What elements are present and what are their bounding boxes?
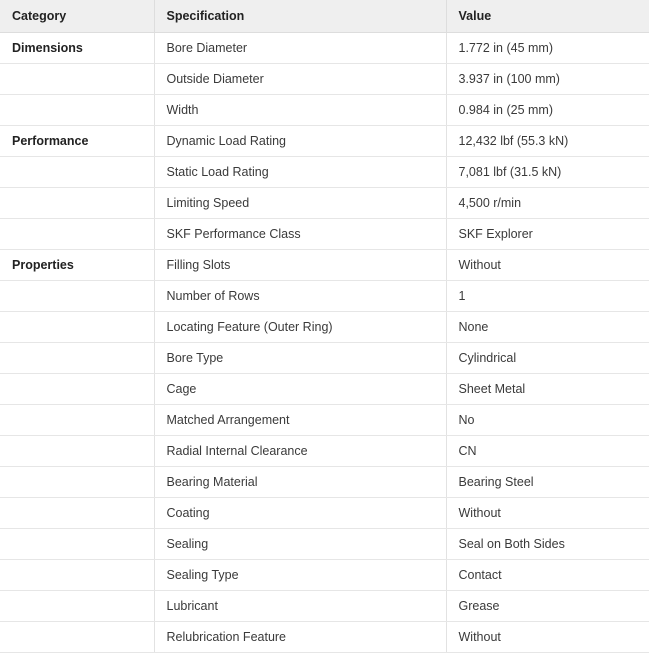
cell-value: Bearing Steel	[446, 467, 649, 498]
cell-specification: Relubrication Feature	[154, 622, 446, 653]
table-row	[0, 281, 649, 312]
cell-category	[0, 436, 154, 467]
table-row	[0, 467, 649, 498]
cell-category	[0, 281, 154, 312]
cell-value: No	[446, 405, 649, 436]
cell-category	[0, 498, 154, 529]
cell-specification: Locating Feature (Outer Ring)	[154, 312, 446, 343]
cell-value: 4,500 r/min	[446, 188, 649, 219]
table-header-row	[0, 0, 649, 33]
cell-value: Seal on Both Sides	[446, 529, 649, 560]
column-header-value: Value	[446, 0, 649, 33]
cell-category: Dimensions	[0, 33, 154, 64]
table-row	[0, 343, 649, 374]
table-row	[0, 529, 649, 560]
table-row	[0, 374, 649, 405]
cell-specification: Dynamic Load Rating	[154, 126, 446, 157]
table-row	[0, 126, 649, 157]
cell-value: None	[446, 312, 649, 343]
cell-specification: Bearing Material	[154, 467, 446, 498]
cell-category	[0, 219, 154, 250]
cell-specification: Sealing Type	[154, 560, 446, 591]
table-row	[0, 405, 649, 436]
cell-specification: Outside Diameter	[154, 64, 446, 95]
table-row	[0, 64, 649, 95]
table-row	[0, 591, 649, 622]
table-row	[0, 312, 649, 343]
cell-value: CN	[446, 436, 649, 467]
table-row	[0, 157, 649, 188]
cell-value: Without	[446, 622, 649, 653]
cell-specification: Sealing	[154, 529, 446, 560]
cell-specification: Matched Arrangement	[154, 405, 446, 436]
cell-category	[0, 64, 154, 95]
table-row	[0, 95, 649, 126]
cell-specification: Bore Diameter	[154, 33, 446, 64]
table-header	[0, 0, 649, 33]
cell-specification: Lubricant	[154, 591, 446, 622]
cell-value: Sheet Metal	[446, 374, 649, 405]
cell-specification: SKF Performance Class	[154, 219, 446, 250]
cell-value: Cylindrical	[446, 343, 649, 374]
table-row	[0, 33, 649, 64]
cell-value: Without	[446, 250, 649, 281]
cell-value: SKF Explorer	[446, 219, 649, 250]
cell-category	[0, 374, 154, 405]
cell-category	[0, 312, 154, 343]
cell-category	[0, 467, 154, 498]
cell-category: Properties	[0, 250, 154, 281]
cell-specification: Static Load Rating	[154, 157, 446, 188]
cell-value: 0.984 in (25 mm)	[446, 95, 649, 126]
table-row	[0, 436, 649, 467]
cell-specification: Width	[154, 95, 446, 126]
cell-category	[0, 95, 154, 126]
table-body	[0, 33, 649, 653]
cell-category: Performance	[0, 126, 154, 157]
cell-value: 3.937 in (100 mm)	[446, 64, 649, 95]
cell-value: 1	[446, 281, 649, 312]
table-row	[0, 622, 649, 653]
cell-category	[0, 405, 154, 436]
cell-value: 7,081 lbf (31.5 kN)	[446, 157, 649, 188]
cell-specification: Bore Type	[154, 343, 446, 374]
cell-specification: Cage	[154, 374, 446, 405]
cell-value: 1.772 in (45 mm)	[446, 33, 649, 64]
table-row	[0, 219, 649, 250]
cell-category	[0, 343, 154, 374]
cell-specification: Limiting Speed	[154, 188, 446, 219]
cell-specification: Radial Internal Clearance	[154, 436, 446, 467]
cell-specification: Filling Slots	[154, 250, 446, 281]
cell-category	[0, 529, 154, 560]
cell-category	[0, 622, 154, 653]
table-row	[0, 188, 649, 219]
cell-category	[0, 157, 154, 188]
cell-value: 12,432 lbf (55.3 kN)	[446, 126, 649, 157]
column-header-category: Category	[0, 0, 154, 33]
cell-value: Grease	[446, 591, 649, 622]
cell-category	[0, 591, 154, 622]
cell-value: Without	[446, 498, 649, 529]
cell-value: Contact	[446, 560, 649, 591]
table-row	[0, 250, 649, 281]
table-row	[0, 498, 649, 529]
cell-specification: Coating	[154, 498, 446, 529]
cell-category	[0, 188, 154, 219]
cell-specification: Number of Rows	[154, 281, 446, 312]
column-header-specification: Specification	[154, 0, 446, 33]
table-row	[0, 560, 649, 591]
cell-category	[0, 560, 154, 591]
